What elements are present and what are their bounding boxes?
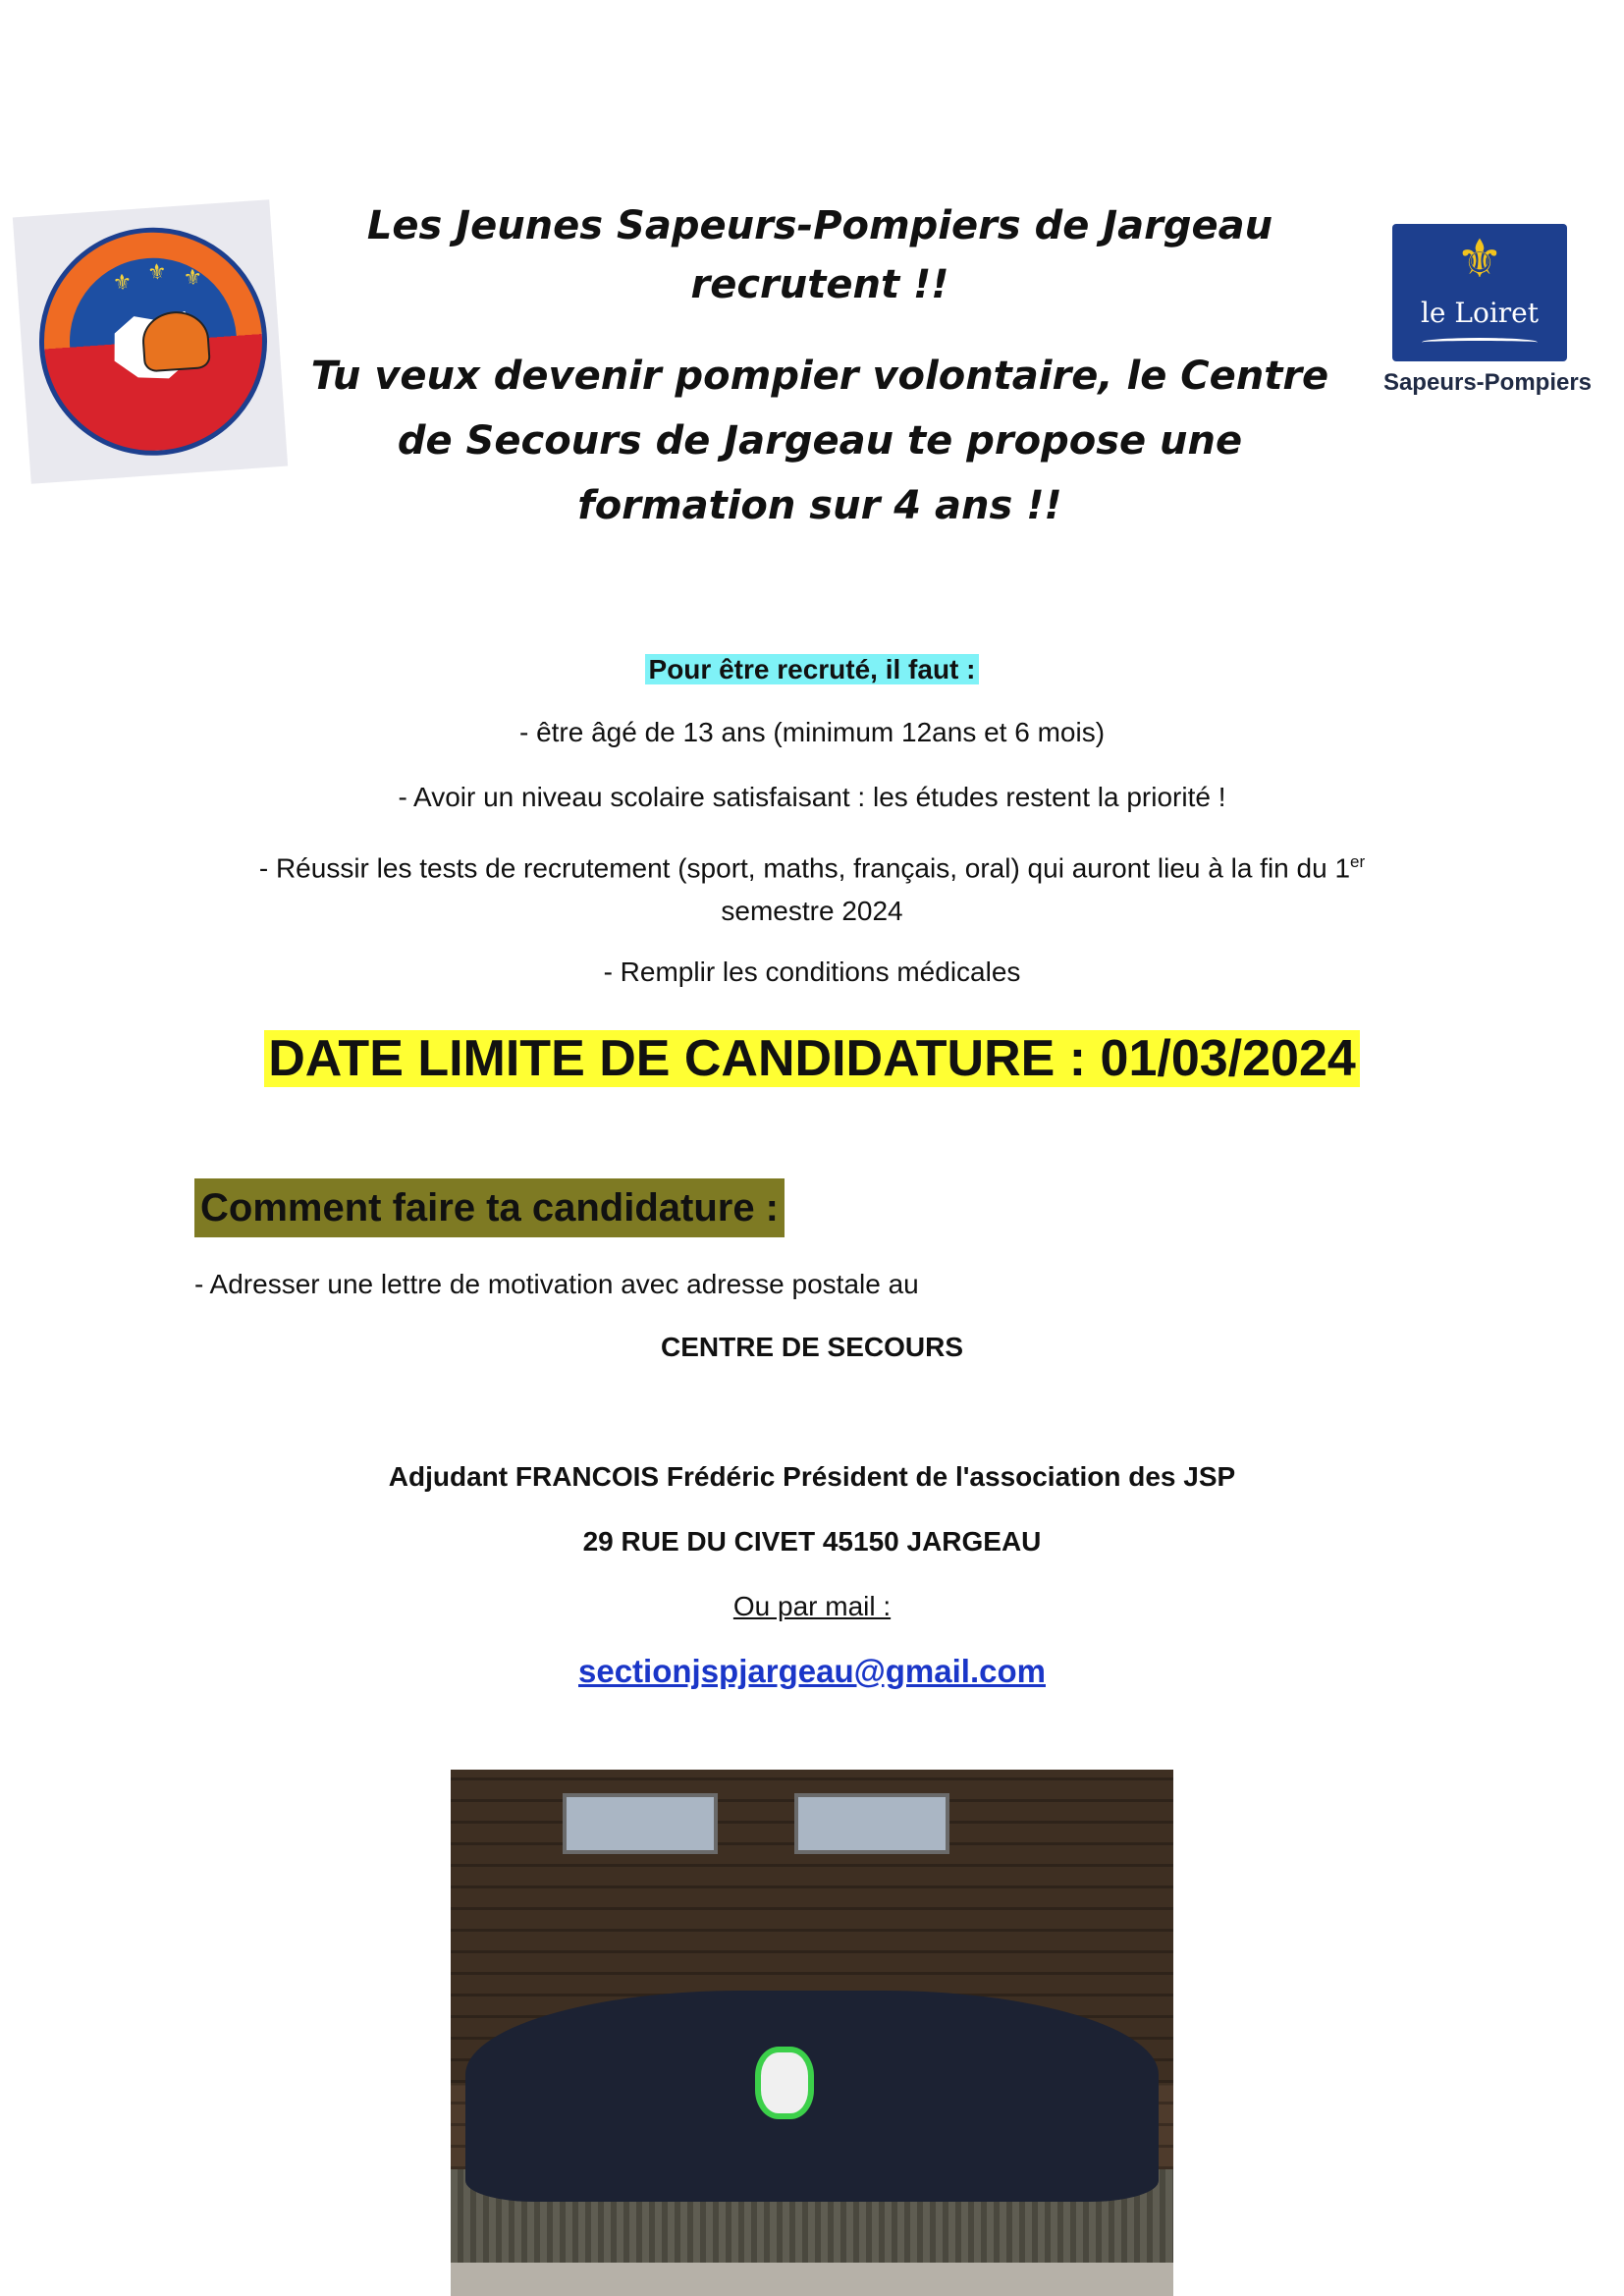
requirement-tests-line-2: semestre 2024: [721, 896, 903, 927]
contact-person: Adjudant FRANCOIS Frédéric Président de l'association des JSP: [388, 1461, 1236, 1492]
fleur-de-lys-icon: ⚜: [182, 264, 204, 291]
deadline-banner: [0, 1023, 1624, 1094]
requirement-tests-text: - Réussir les tests de recrutement (sport, maths, français, oral) qui auront lieu à la fin du 1: [258, 852, 1351, 884]
subtitle-line-3: formation sur 4 ans !!: [577, 483, 1062, 528]
window-right: [794, 1793, 949, 1854]
application-heading: Comment faire ta candidature :: [194, 1178, 785, 1237]
subtitle-line-1: Tu veux devenir pompier volontaire, le Centre: [310, 354, 1329, 399]
loiret-logo: [1379, 224, 1597, 401]
or-by-mail-row: [0, 1587, 1624, 1626]
requirement-age: - être âgé de 13 ans (minimum 12ans et 6 mois): [518, 717, 1106, 747]
loiret-logo-box: [1392, 224, 1567, 361]
group-photo: [451, 1770, 1173, 2296]
postal-address: 29 RUE DU CIVET 45150 JARGEAU: [582, 1526, 1042, 1557]
requirement-school: - Avoir un niveau scolaire satisfaisant : les études restent la priorité !: [398, 782, 1226, 812]
loiret-wave-icon: [1422, 338, 1538, 347]
or-by-mail-label: Ou par mail :: [732, 1591, 892, 1621]
centre-de-secours: CENTRE DE SECOURS: [660, 1332, 964, 1362]
jsp-jargeau-logo: [13, 199, 288, 484]
firefighter-helmet-icon: [140, 309, 211, 373]
email-row: [0, 1652, 1624, 1693]
badge-ring: [31, 220, 275, 464]
requirement-tests-line-1: [147, 841, 1477, 890]
page-title: [295, 196, 1345, 314]
deadline-text: DATE LIMITE DE CANDIDATURE : 01/03/2024: [264, 1030, 1360, 1087]
mascot-toy-icon: [755, 2047, 814, 2119]
requirements-heading-row: [0, 650, 1624, 689]
fleur-de-lys-icon: ⚜: [146, 258, 168, 286]
application-letter-instruction: - Adresser une lettre de motivation avec adresse postale au: [194, 1269, 919, 1299]
loiret-fleur-de-lys-icon: ⚜: [1455, 230, 1504, 289]
page-subtitle: [295, 344, 1345, 538]
email-link[interactable]: sectionjspjargeau@gmail.com: [578, 1653, 1046, 1689]
subtitle-line-2: de Secours de Jargeau te propose une: [397, 418, 1243, 464]
title-line-1: Les Jeunes Sapeurs-Pompiers de Jargeau: [366, 203, 1273, 248]
requirement-medical: - Remplir les conditions médicales: [603, 957, 1021, 987]
loiret-wordmark: le Loiret: [1420, 297, 1540, 329]
requirements-heading: Pour être recruté, il faut :: [645, 654, 980, 684]
window-left: [563, 1793, 718, 1854]
title-line-2: recrutent !!: [690, 262, 949, 307]
superscript-er: er: [1350, 852, 1366, 871]
badge-inner-circle: [64, 252, 242, 430]
fleur-de-lys-icon: ⚜: [111, 269, 134, 296]
requirement-tests: [147, 841, 1477, 933]
loiret-caption: Sapeurs-Pompiers: [1382, 369, 1593, 396]
gravel-strip: [451, 2263, 1173, 2296]
